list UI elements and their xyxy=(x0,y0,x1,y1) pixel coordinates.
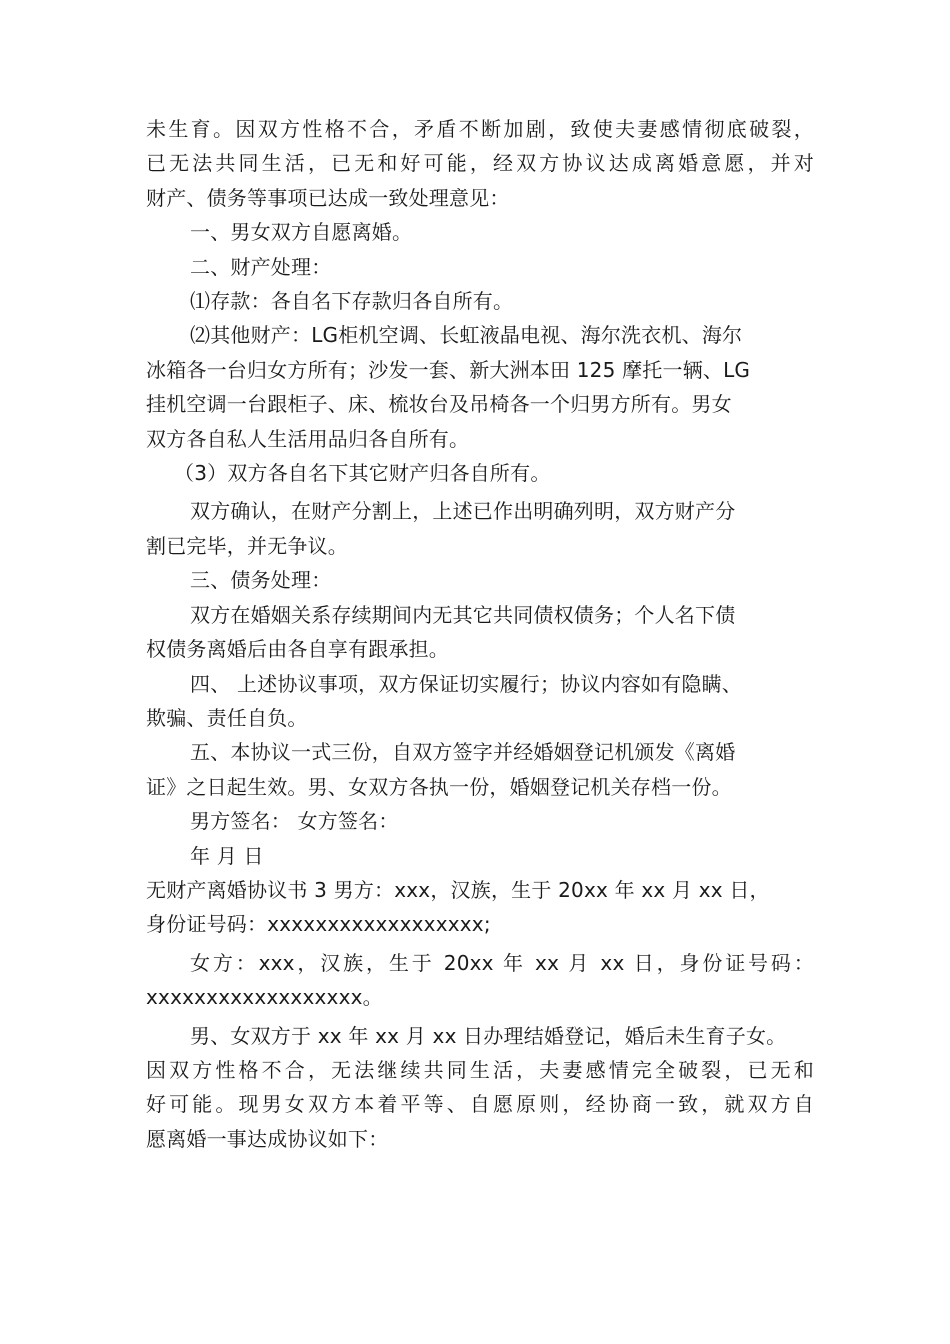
date-line: 年 月 日 xyxy=(190,843,264,868)
text-line: ⑴存款：各自名下存款归各自所有。 xyxy=(190,289,514,314)
text-line: 双方各自私人生活用品归各自所有。 xyxy=(146,426,470,451)
text-line: 欺骗、责任自负。 xyxy=(146,705,308,730)
text-line: xxxxxxxxxxxxxxxxxx。 xyxy=(146,985,383,1010)
text-line: 无财产离婚协议书 3 男方：xxx，汉族，生于 20xx 年 xx 月 xx 日， xyxy=(146,877,770,902)
text-line: 双方确认，在财产分割上，上述已作出明确列明，双方财产分 xyxy=(190,499,736,524)
text-line: 三、债务处理： xyxy=(190,568,332,593)
text-line: 财产、债务等事项已达成一致处理意见： xyxy=(146,185,510,210)
text-line: 双方在婚姻关系存续期间内无其它共同债权债务；个人名下债 xyxy=(190,602,736,627)
text-line: 女方：xxx，汉族，生于 20xx 年 xx 月 xx 日，身份证号码： xyxy=(190,950,814,975)
text-line: 割已完毕，并无争议。 xyxy=(146,533,348,558)
text-line: 二、财产处理： xyxy=(190,254,332,279)
text-line: 权债务离婚后由各自享有跟承担。 xyxy=(146,637,449,662)
text-line: 男、女双方于 xx 年 xx 月 xx 日办理结婚登记，婚后未生育子女。 xyxy=(190,1023,787,1048)
document-body xyxy=(146,112,814,1156)
text-line: 五、本协议一式三份，自双方签字并经婚姻登记机颁发《离婚 xyxy=(190,740,736,765)
text-line: 四、 上述协议事项，双方保证切实履行；协议内容如有隐瞒、 xyxy=(190,671,742,696)
text-line: 身份证号码：xxxxxxxxxxxxxxxxxx; xyxy=(146,912,491,937)
text-line: 已无法共同生活，已无和好可能，经双方协议达成离婚意愿，并对 xyxy=(146,151,814,176)
text-line: 因双方性格不合，无法继续共同生活，夫妻感情完全破裂，已无和 xyxy=(146,1057,814,1082)
text-line: 挂机空调一台跟柜子、床、梳妆台及吊椅各一个归男方所有。男女 xyxy=(146,392,732,417)
signature-line: 男方签名： 女方签名： xyxy=(190,809,399,834)
text-line: 冰箱各一台归女方所有；沙发一套、新大洲本田 125 摩托一辆、LG xyxy=(146,357,751,382)
text-line: 好可能。现男女双方本着平等、自愿原则，经协商一致，就双方自 xyxy=(146,1092,814,1117)
text-line: 证》之日起生效。男、女双方各执一份，婚姻登记机关存档一份。 xyxy=(146,774,732,799)
text-line: 一、男女双方自愿离婚。 xyxy=(190,220,413,245)
text-line: ⑵其他财产：LG柜机空调、长虹液晶电视、海尔洗衣机、海尔 xyxy=(190,323,743,348)
text-line: （3）双方各自名下其它财产归各自所有。 xyxy=(174,461,551,486)
text-line: 愿离婚一事达成协议如下： xyxy=(146,1126,389,1151)
text-line: 未生育。因双方性格不合，矛盾不断加剧，致使夫妻感情彻底破裂， xyxy=(146,117,814,141)
